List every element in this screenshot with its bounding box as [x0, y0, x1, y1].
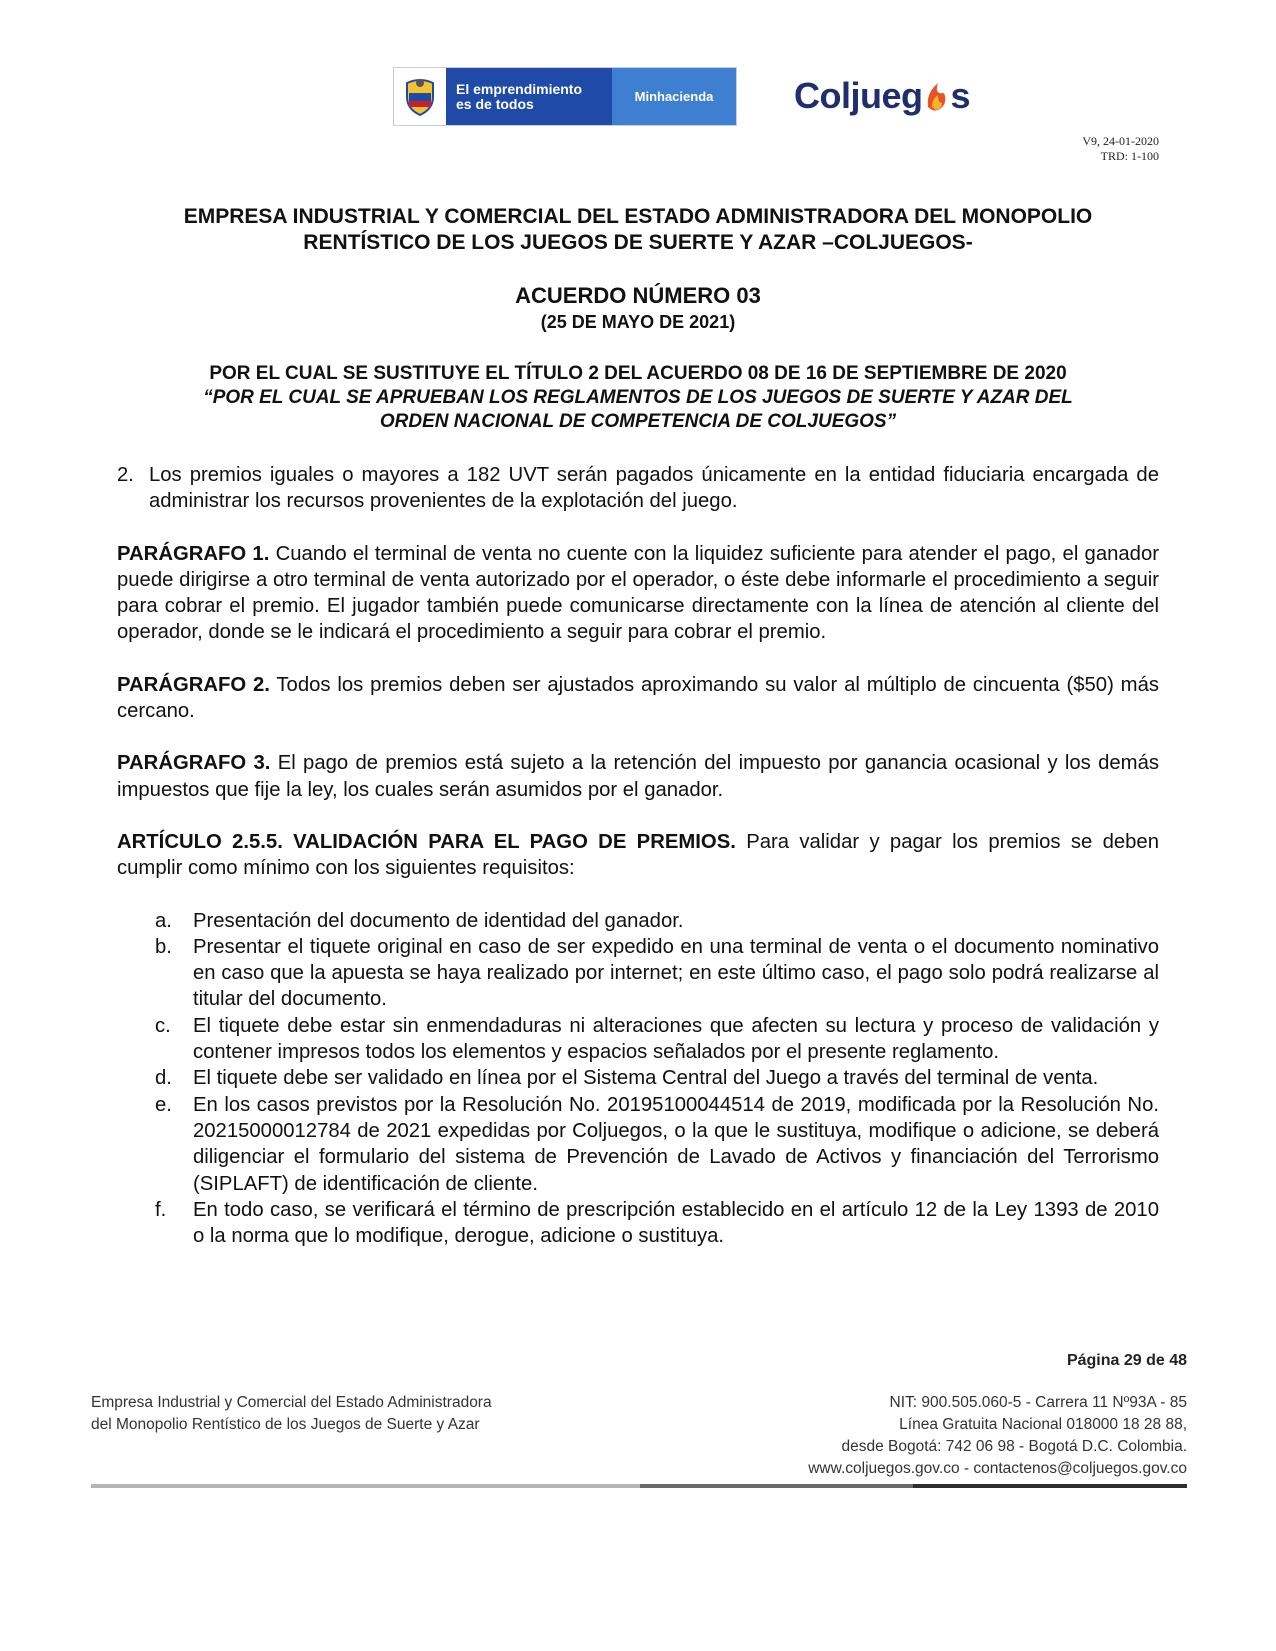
gov-slogan [446, 68, 612, 125]
list-marker: c. [155, 1014, 171, 1037]
article-2-5-5 [117, 829, 1159, 882]
subject-line: POR EL CUAL SE SUSTITUYE EL TÍTULO 2 DEL ACUERDO 08 DE 16 DE SEPTIEMBRE DE 2020 [209, 363, 1067, 384]
list-text: Presentar el tiquete original en caso de ser expedido en una terminal de venta o el documento nominativo en caso que la apuesta se haya realizado por internet; en este último caso, el pago solo podrá realizarse al titular del documento. [193, 935, 1159, 1011]
agreement-date: (25 DE MAYO DE 2021) [540, 312, 736, 332]
list-text: El tiquete debe ser validado en línea por el Sistema Central del Juego a través del terminal de venta. [193, 1067, 1099, 1090]
paragraph-3-text: El pago de premios está sujeto a la retención del impuesto por ganancia ocasional y los demás impuestos que fije la ley, los cuales serán asumidos por el ganador. [117, 752, 1159, 801]
article-text: Para validar y pagar los premios se deben cumplir como mínimo con los siguientes requisitos: [117, 830, 1159, 880]
gov-slogan-line1: El emprendimiento [456, 80, 583, 97]
list-item [117, 1197, 1159, 1250]
agreement-subject [117, 362, 1159, 434]
list-item [117, 1065, 1159, 1091]
flame-icon [924, 79, 950, 113]
coljuegos-logo [794, 74, 970, 118]
paragraph-3-label: PARÁGRAFO 3. [117, 752, 271, 775]
list-marker: d. [155, 1067, 172, 1090]
coat-of-arms-icon [394, 68, 446, 125]
footer-bogota: desde Bogotá: 742 06 98 - Bogotá D.C. Colombia. [841, 1438, 1187, 1455]
list-text: En todo caso, se verificará el término de prescripción establecido en el artículo 12 de la Ley 1393 de 2010 o la norma que lo modifique, derogue, adicione o sustituya. [193, 1198, 1159, 1248]
government-logo [393, 67, 737, 126]
ministry-label: Minhacienda [612, 68, 736, 125]
list-text: En los casos previstos por la Resolución No. 20195100044514 de 2019, modificada por la Resolución No. 20215000012784 de 2021 expedidas por Coljuegos, o la que le sustituya, modifique o adicione, se deberá diligenciar el formulario del sistema de Prevención de Lavado de Activos y financiación del Terrorismo (SIPLAFT) de identificación de cliente. [193, 1093, 1159, 1195]
paragraph-1-text: Cuando el terminal de venta no cuente con la liquidez suficiente para atender el pago, el ganador puede dirigirse a otro terminal de venta autorizado por el operador, o éste debe informarle el procedimiento a seguir para cobrar el premio. El jugador también puede comunicarse directamente con la línea de atención al cliente del operador, donde se le indicará el procedimiento a seguir para cobrar el premio. [117, 542, 1159, 644]
gov-slogan-line2: es de todos [456, 95, 534, 112]
list-item [117, 934, 1159, 1013]
paragraph-2-label: PARÁGRAFO 2. [117, 673, 270, 696]
list-item [117, 908, 1159, 934]
brand-logo-text: Coljueg [794, 75, 923, 116]
footer-nit: NIT: 900.505.060-5 - Carrera 11 Nº93A - 85 [889, 1394, 1187, 1411]
organization-title [117, 204, 1159, 256]
paragraph-1-label: PARÁGRAFO 1. [117, 542, 270, 565]
subject-italic-line2: ORDEN NACIONAL DE COMPETENCIA DE COLJUEGOS” [379, 411, 897, 432]
list-text: Presentación del documento de identidad del ganador. [193, 909, 684, 932]
list-marker: f. [155, 1198, 167, 1221]
org-title-line2: RENTÍSTICO DE LOS JUEGOS DE SUERTE Y AZAR –COLJUEGOS- [303, 231, 973, 254]
agreement-number: ACUERDO NÚMERO 03 [515, 283, 761, 308]
list-item [117, 1092, 1159, 1197]
subject-italic-line1: “POR EL CUAL SE APRUEBAN LOS REGLAMENTOS DE LOS JUEGOS DE SUERTE Y AZAR DEL [203, 387, 1073, 408]
article-label: ARTÍCULO 2.5.5. VALIDACIÓN PARA EL PAGO DE PREMIOS. [117, 830, 736, 853]
footer-left-line1: Empresa Industrial y Comercial del Estado Administradora [91, 1394, 492, 1411]
item-text: Los premios iguales o mayores a 182 UVT serán pagados únicamente en la entidad fiduciaria encargada de administrar los recursos provenientes de la explotación del juego. [149, 464, 1159, 513]
footer-web: www.coljuegos.gov.co - contactenos@coljuegos.gov.co [808, 1460, 1187, 1477]
version-info [1082, 134, 1159, 164]
item-number: 2. [117, 464, 134, 486]
paragraph-1 [117, 541, 1159, 646]
brand-logo-tail: s [950, 75, 971, 116]
list-marker: b. [155, 935, 172, 958]
footer-phone: Línea Gratuita Nacional 018000 18 28 88, [899, 1416, 1187, 1433]
paragraph-2 [117, 672, 1159, 725]
trd-line: TRD: 1-100 [1100, 149, 1159, 163]
document-body [117, 462, 1159, 1249]
list-marker: a. [155, 909, 172, 932]
footer-left [91, 1392, 492, 1436]
footer-divider [91, 1484, 1187, 1488]
list-item [117, 1013, 1159, 1066]
footer-left-line2: del Monopolio Rentístico de los Juegos de Suerte y Azar [91, 1416, 480, 1433]
requirements-list [117, 908, 1159, 1250]
paragraph-2-text: Todos los premios deben ser ajustados aproximando su valor al múltiplo de cincuenta ($50) más cercano. [117, 673, 1159, 723]
paragraph-3 [117, 750, 1159, 803]
footer-right [808, 1392, 1187, 1480]
list-marker: e. [155, 1093, 172, 1116]
list-text: El tiquete debe estar sin enmendaduras ni alteraciones que afecten su lectura y proceso de validación y contener impresos todos los elementos y espacios señalados por el presente reglamento. [193, 1014, 1159, 1064]
page-number: Página 29 de 48 [1066, 1352, 1187, 1369]
org-title-line1: EMPRESA INDUSTRIAL Y COMERCIAL DEL ESTADO ADMINISTRADORA DEL MONOPOLIO [183, 205, 1093, 228]
numbered-item [117, 462, 1159, 515]
version-line: V9, 24-01-2020 [1082, 134, 1159, 148]
